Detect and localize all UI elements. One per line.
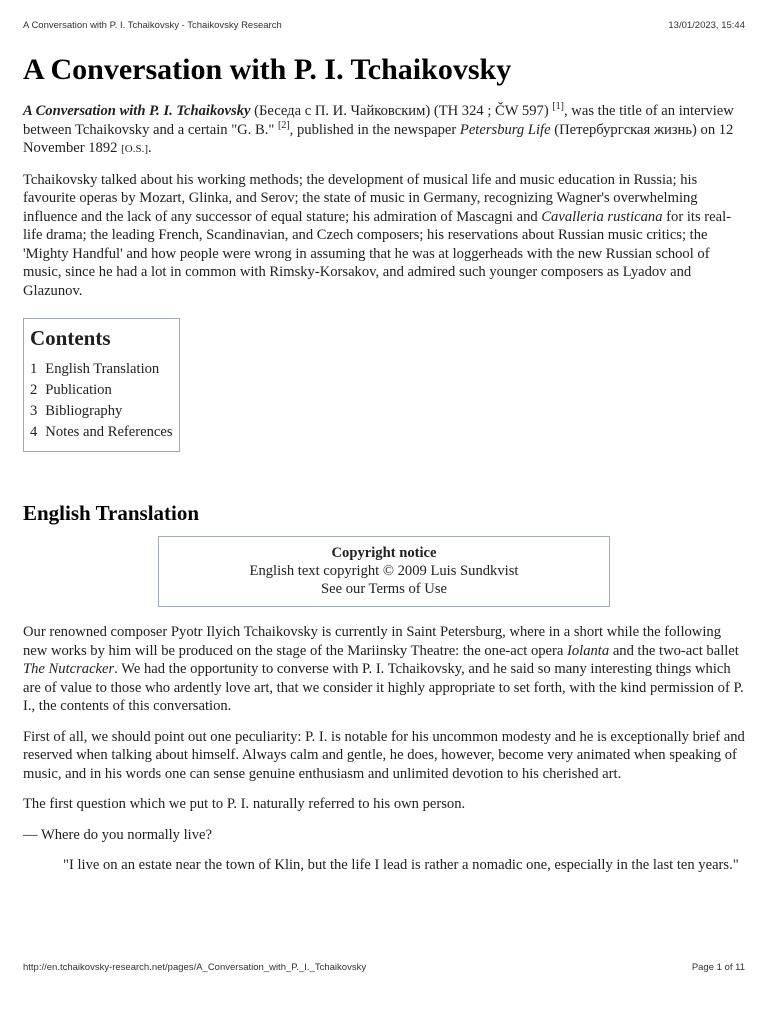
toc-item-number: 3 xyxy=(30,403,38,419)
summary-text-2: for its real-life drama; the leading French, Scandinavian, and Czech composers; his reservations about Russian music critics; the 'Mighty Handful' and how people were wrong in assuming that he was at loggerheads with the new Russian school of music, since he had a lot in common with Rimsky-Korsakov, and admired such younger composers as Lyadov and Glazunov. xyxy=(23,208,732,299)
print-header xyxy=(23,20,745,31)
toc-item-number: 1 xyxy=(30,361,38,377)
opera-title-iolanta: Iolanta xyxy=(567,642,610,659)
body-text: and the two-act ballet xyxy=(609,642,739,659)
body-paragraph-3: The first question which we put to P. I. naturally referred to his own person. xyxy=(23,796,466,812)
copyright-notice-title: Copyright notice xyxy=(331,545,437,561)
reference-link-1[interactable]: [1] xyxy=(552,101,564,113)
intro-lead-title: A Conversation with P. I. Tchaikovsky xyxy=(23,103,251,119)
article-content xyxy=(23,52,745,875)
section-heading-english-translation: English Translation xyxy=(23,501,200,525)
intro-text-4: (Петербургская жизнь) on 12 November 1892 xyxy=(23,121,734,156)
toc-title: Contents xyxy=(30,326,111,350)
intro-text-5: . xyxy=(147,140,152,156)
toc-item-number: 2 xyxy=(30,382,38,398)
interview-answer: "I live on an estate near the town of Klin, but the life I lead is rather a nomadic one, especially in the last ten years." xyxy=(63,857,739,873)
page-title: A Conversation with P. I. Tchaikovsky xyxy=(23,53,512,86)
copyright-notice-text: English text copyright © 2009 Luis Sundkvist xyxy=(249,563,519,579)
body-text: Our renowned composer Pyotr Ilyich Tchaikovsky is currently in Saint Petersburg, where in a short while the following new works by him will be produced on the stage of the Mariinsky Theatre: the one-act opera xyxy=(23,624,721,659)
ballet-title-nutcracker: The Nutcracker xyxy=(23,661,115,677)
toc-item-english-translation[interactable] xyxy=(30,359,173,380)
newspaper-name: Petersburg Life xyxy=(459,121,551,138)
intro-paragraph xyxy=(23,102,745,159)
print-header-datetime: 13/01/2023, 15:44 xyxy=(668,20,745,31)
table-of-contents xyxy=(23,318,180,452)
terms-of-use-link[interactable]: See our Terms of Use xyxy=(321,581,447,597)
toc-item-label: Notes and References xyxy=(45,424,173,440)
old-style-date-link[interactable]: [O.S.] xyxy=(121,143,148,155)
toc-item-number: 4 xyxy=(30,424,38,440)
summary-paragraph xyxy=(23,171,745,301)
toc-item-notes-and-references[interactable] xyxy=(30,422,173,443)
reference-link-2[interactable]: [2] xyxy=(278,119,290,131)
body-paragraph-1 xyxy=(23,623,745,716)
toc-item-label: English Translation xyxy=(45,361,160,377)
intro-text-2: , was the title of an interview between Tchaikovsky and a certain "G. B." xyxy=(23,103,734,138)
copyright-notice xyxy=(158,536,610,607)
toc-item-label: Publication xyxy=(45,382,112,398)
intro-text-3: , published in the newspaper xyxy=(289,121,460,138)
toc-item-publication[interactable] xyxy=(30,380,173,401)
interview-question: — Where do you normally live? xyxy=(23,826,212,843)
page-number: Page 1 of 11 xyxy=(691,962,745,973)
opera-title: Cavalleria rusticana xyxy=(541,208,663,225)
body-paragraph-2: First of all, we should point out one peculiarity: P. I. is notable for his uncommon modesty and he is exceptionally brief and reserved when talking about himself. Always calm and gentle, he does, however, become very animated when speaking of music, and in his words one can sense genuine enthusiasm and unlimited devotion to his cherished art. xyxy=(23,728,745,782)
print-header-title: A Conversation with P. I. Tchaikovsky - Tchaikovsky Research xyxy=(23,20,282,31)
body-text: . We had the opportunity to converse with P. I. Tchaikovsky, and he said so many interesting things which are of value to those who ardently love art, that we consider it highly appropriate to set forth, with the kind permission of P. I., the contents of this conversation. xyxy=(23,661,744,714)
summary-text-1: Tchaikovsky talked about his working methods; the development of musical life and music education in Russia; his favourite operas by Mozart, Glinka, and Serov; the state of music in Germany, recognizing Wagner's overwhelming influence and the lack of any successor of equal stature; his admiration of Mascagni and xyxy=(23,171,698,225)
toc-item-label: Bibliography xyxy=(45,403,123,419)
print-footer xyxy=(23,962,745,973)
toc-item-bibliography[interactable] xyxy=(30,401,173,422)
page-url: http://en.tchaikovsky-research.net/pages/A_Conversation_with_P._I._Tchaikovsky xyxy=(23,962,367,973)
intro-text-1: (Беседа с П. И. Чайковским) (TH 324 ; ČW 597) xyxy=(250,103,553,119)
